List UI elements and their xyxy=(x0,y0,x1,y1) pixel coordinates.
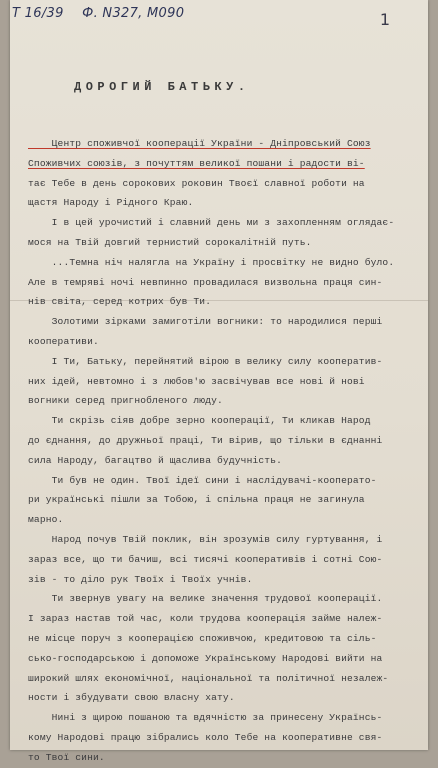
text-line: ...Темна ніч налягла на Україну і просвітку не видно було. xyxy=(28,256,395,268)
text-line: мося на Твій довгий тернистий сорокалітній путь. xyxy=(28,236,312,248)
text-line: тає Тебе в день сорокових роковин Твоєї славної роботи на xyxy=(28,177,365,189)
text-line: до єднання, до дружньої праці, Ти вірив, що тільки в єднанні xyxy=(28,434,383,446)
text-line: не місце поруч з кооперацією споживчою, кредитовою та сіль- xyxy=(28,632,377,644)
text-line: марно. xyxy=(28,514,64,526)
letter-title: ДОРОГИЙ БАТЬКУ. xyxy=(74,80,250,94)
text-line: ри українські пішли за Тобою, і спільна праця не загинула xyxy=(28,494,365,506)
archive-reference: Ф. N327, М090 xyxy=(82,6,185,21)
document-page xyxy=(10,0,428,763)
text-line: то Твої сини. xyxy=(28,751,105,763)
text-line: кому Народові працю зібрались коло Тебе на кооперативне свя- xyxy=(28,731,383,743)
text-line: Нині з щирою пошаною та вдячністю за принесену Українсь- xyxy=(28,712,383,724)
text-line: Але в темряві ночі невпинно провадилася визвольна праця син- xyxy=(28,276,383,288)
text-line: них ідей, невтомно і з любов'ю засвічував все нові й нові xyxy=(28,375,365,387)
text-line: Центр споживчої кооперації України - Дніпровський Союз xyxy=(28,138,371,149)
text-line: зів - то діло рук Твоїх і Твоїх учнів. xyxy=(28,573,253,585)
text-line: щастя Народу і Рідного Краю. xyxy=(28,197,194,209)
text-line: зараз все, що ти бачиш, всі тисячі кооперативів і сотні Сою- xyxy=(28,553,383,565)
page-number: 1 xyxy=(379,10,390,29)
text-line: І Ти, Батьку, перейнятий вірою в велику силу кооператив- xyxy=(28,355,383,367)
text-line: І зараз настав той час, коли трудова кооперація займе належ- xyxy=(28,613,383,625)
text-line: І в цей урочистий і славний день ми з захопленням оглядає- xyxy=(28,217,395,229)
text-line: Споживчих союзів, з почуттям великої пошани і радости ві- xyxy=(28,157,365,169)
archive-stamp xyxy=(12,6,184,21)
text-line: вогники серед пригнобленого люду. xyxy=(28,395,223,407)
text-line: Золотими зірками замиготіли вогники: то народилися перші xyxy=(28,316,383,328)
text-line: Ти скрізь сіяв добре зерно кооперації, Ти кликав Народ xyxy=(28,415,371,427)
letter-body xyxy=(28,134,408,768)
text-line: Ти звернув увагу на велике значення трудової кооперації. xyxy=(28,593,383,605)
text-line: широкий шлях економічної, національної та політичної незалеж- xyxy=(28,672,389,684)
text-line: сько-господарською і допоможе Українському Народові вийти на xyxy=(28,652,383,664)
text-line: Народ почув Твій поклик, він зрозумів силу гуртування, і xyxy=(28,533,383,545)
text-line: сила Народу, багацтво й щаслива будучність. xyxy=(28,454,283,466)
text-line: ности і збудувати свою власну хату. xyxy=(28,692,235,704)
archive-prefix: Т 16/39 xyxy=(12,6,64,21)
text-line: Ти був не один. Твої ідеї сини і наслідувачі-кооперато- xyxy=(28,474,377,486)
text-line: кооперативи. xyxy=(28,335,99,347)
text-line: нів світа, серед котрих був Ти. xyxy=(28,296,212,308)
